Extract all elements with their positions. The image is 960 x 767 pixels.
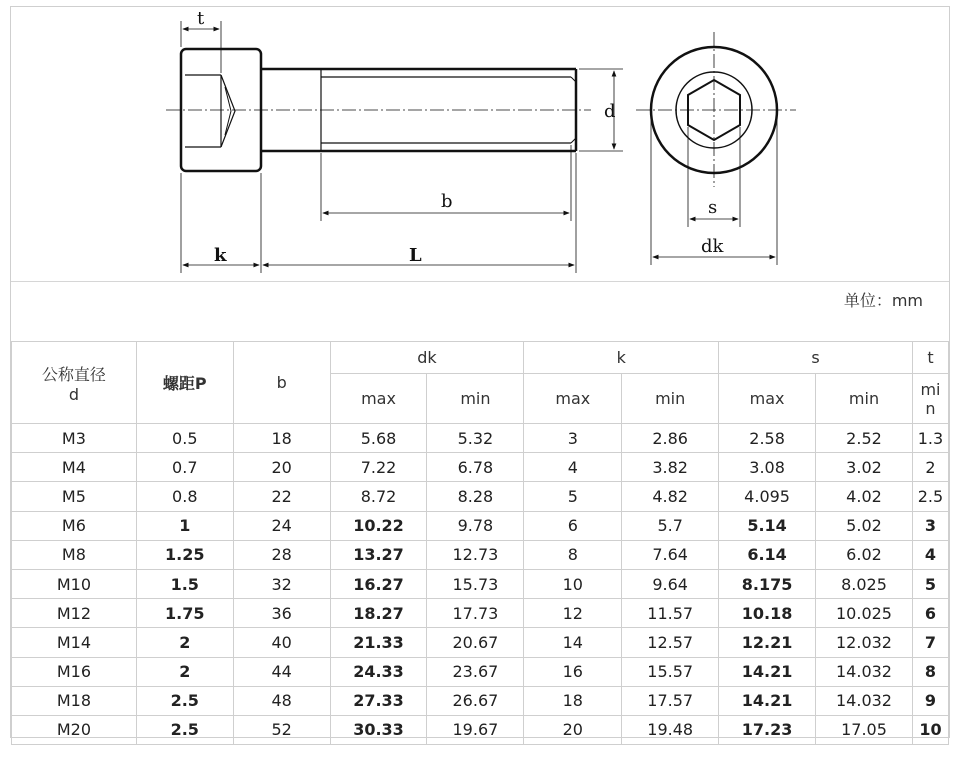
table-row: [12, 511, 949, 540]
table-cell: 28: [233, 540, 330, 569]
table-cell: 16: [524, 657, 622, 686]
table-cell: 44: [233, 657, 330, 686]
table-cell: 9.78: [427, 511, 524, 540]
table-cell: M6: [12, 511, 137, 540]
table-row: [12, 453, 949, 482]
table-cell: 12.21: [719, 628, 816, 657]
table-cell: 13.27: [330, 540, 427, 569]
unit-label: 单位：mm: [843, 291, 923, 310]
table-cell: M18: [12, 686, 137, 715]
table-cell: 2: [136, 628, 233, 657]
table-cell: 5: [524, 482, 622, 511]
table-cell: 12.032: [816, 628, 913, 657]
table-cell: 2.5: [912, 482, 948, 511]
table-cell: 8.175: [719, 569, 816, 598]
table-row: [12, 657, 949, 686]
table-row: [12, 628, 949, 657]
table-cell: 6: [524, 511, 622, 540]
header-s: s: [719, 342, 913, 374]
table-cell: M5: [12, 482, 137, 511]
table-cell: 32: [233, 569, 330, 598]
table-cell: 4.82: [622, 482, 719, 511]
table-cell: 5.02: [816, 511, 913, 540]
table-cell: M4: [12, 453, 137, 482]
table-cell: 10: [912, 715, 948, 744]
unit-row: [11, 281, 949, 342]
table-cell: 3.82: [622, 453, 719, 482]
table-cell: 7.22: [330, 453, 427, 482]
table-row: [12, 715, 949, 744]
table-cell: 19.67: [427, 715, 524, 744]
table-cell: 14.032: [816, 686, 913, 715]
label-d: d: [604, 101, 616, 122]
table-cell: 5.7: [622, 511, 719, 540]
table-cell: 36: [233, 599, 330, 628]
table-row: [12, 686, 949, 715]
table-cell: M14: [12, 628, 137, 657]
table-cell: 18: [524, 686, 622, 715]
label-s: s: [708, 197, 718, 218]
header-dk-min: min: [427, 374, 524, 424]
table-cell: 5.68: [330, 424, 427, 453]
table-cell: 12: [524, 599, 622, 628]
table-cell: 48: [233, 686, 330, 715]
table-cell: 52: [233, 715, 330, 744]
table-cell: 17.73: [427, 599, 524, 628]
header-s-min: min: [816, 374, 913, 424]
table-cell: 19.48: [622, 715, 719, 744]
table-cell: M10: [12, 569, 137, 598]
table-cell: 8: [524, 540, 622, 569]
table-cell: 12.73: [427, 540, 524, 569]
table-cell: 22: [233, 482, 330, 511]
label-k: k: [214, 245, 227, 266]
table-cell: 40: [233, 628, 330, 657]
table-cell: 9.64: [622, 569, 719, 598]
table-cell: 21.33: [330, 628, 427, 657]
table-cell: 10.025: [816, 599, 913, 628]
table-cell: 3.08: [719, 453, 816, 482]
table-cell: M8: [12, 540, 137, 569]
table-cell: 26.67: [427, 686, 524, 715]
spec-sheet: [10, 6, 950, 738]
table-cell: 0.8: [136, 482, 233, 511]
table-cell: 7: [912, 628, 948, 657]
label-b: b: [441, 191, 453, 212]
table-cell: 27.33: [330, 686, 427, 715]
table-cell: 6.78: [427, 453, 524, 482]
table-cell: 1.5: [136, 569, 233, 598]
table-cell: 2.5: [136, 686, 233, 715]
table-cell: 0.7: [136, 453, 233, 482]
table-cell: 20: [233, 453, 330, 482]
table-cell: 8.28: [427, 482, 524, 511]
table-cell: 14.032: [816, 657, 913, 686]
table-cell: 6.14: [719, 540, 816, 569]
table-cell: 1.25: [136, 540, 233, 569]
table-cell: 4.095: [719, 482, 816, 511]
table-cell: 4.02: [816, 482, 913, 511]
label-t: t: [197, 8, 205, 29]
header-k: k: [524, 342, 719, 374]
header-dk: dk: [330, 342, 524, 374]
table-cell: 6.02: [816, 540, 913, 569]
bolt-technical-drawing: [11, 7, 949, 281]
table-cell: 20.67: [427, 628, 524, 657]
table-row: [12, 540, 949, 569]
table-cell: 3: [912, 511, 948, 540]
table-cell: 10.18: [719, 599, 816, 628]
label-L: L: [409, 245, 422, 266]
table-cell: 24: [233, 511, 330, 540]
table-cell: 2.86: [622, 424, 719, 453]
table-row: [12, 599, 949, 628]
table-cell: 8.72: [330, 482, 427, 511]
table-cell: 5: [912, 569, 948, 598]
table-cell: 9: [912, 686, 948, 715]
table-cell: 2.58: [719, 424, 816, 453]
table-cell: 14.21: [719, 657, 816, 686]
table-cell: 18.27: [330, 599, 427, 628]
table-cell: 7.64: [622, 540, 719, 569]
table-cell: 14.21: [719, 686, 816, 715]
table-cell: M20: [12, 715, 137, 744]
table-cell: 20: [524, 715, 622, 744]
table-row: [12, 424, 949, 453]
table-cell: 8.025: [816, 569, 913, 598]
header-pitch: 螺距P: [136, 342, 233, 424]
table-cell: 17.23: [719, 715, 816, 744]
header-k-min: min: [622, 374, 719, 424]
table-cell: 5.14: [719, 511, 816, 540]
header-dk-max: max: [330, 374, 427, 424]
table-cell: 17.57: [622, 686, 719, 715]
header-t: t: [912, 342, 948, 374]
table-cell: 18: [233, 424, 330, 453]
table-body: [12, 424, 949, 745]
table-cell: 1: [136, 511, 233, 540]
table-cell: 17.05: [816, 715, 913, 744]
table-cell: 0.5: [136, 424, 233, 453]
table-cell: 16.27: [330, 569, 427, 598]
table-cell: 5.32: [427, 424, 524, 453]
bolt-dimension-table: [11, 341, 949, 745]
table-cell: 24.33: [330, 657, 427, 686]
header-s-max: max: [719, 374, 816, 424]
header-b: b: [233, 342, 330, 424]
table-cell: 12.57: [622, 628, 719, 657]
table-cell: 3.02: [816, 453, 913, 482]
table-cell: 8: [912, 657, 948, 686]
table-cell: 1.75: [136, 599, 233, 628]
table-cell: 14: [524, 628, 622, 657]
table-cell: 2: [136, 657, 233, 686]
table-cell: M12: [12, 599, 137, 628]
header-nominal-diameter: 公称直径 d: [12, 342, 137, 424]
table-cell: 2.5: [136, 715, 233, 744]
header-t-min: mi n: [912, 374, 948, 424]
table-cell: 1.3: [912, 424, 948, 453]
table-cell: 15.57: [622, 657, 719, 686]
table-cell: 10.22: [330, 511, 427, 540]
table-cell: 30.33: [330, 715, 427, 744]
table-row: [12, 482, 949, 511]
table-cell: 10: [524, 569, 622, 598]
table-cell: M16: [12, 657, 137, 686]
table-cell: 4: [524, 453, 622, 482]
table-cell: 11.57: [622, 599, 719, 628]
table-cell: 2.52: [816, 424, 913, 453]
table-cell: 4: [912, 540, 948, 569]
label-dk: dk: [701, 236, 724, 257]
table-cell: 6: [912, 599, 948, 628]
table-cell: 3: [524, 424, 622, 453]
table-row: [12, 569, 949, 598]
table-cell: 23.67: [427, 657, 524, 686]
table-cell: M3: [12, 424, 137, 453]
header-k-max: max: [524, 374, 622, 424]
table-cell: 2: [912, 453, 948, 482]
table-cell: 15.73: [427, 569, 524, 598]
